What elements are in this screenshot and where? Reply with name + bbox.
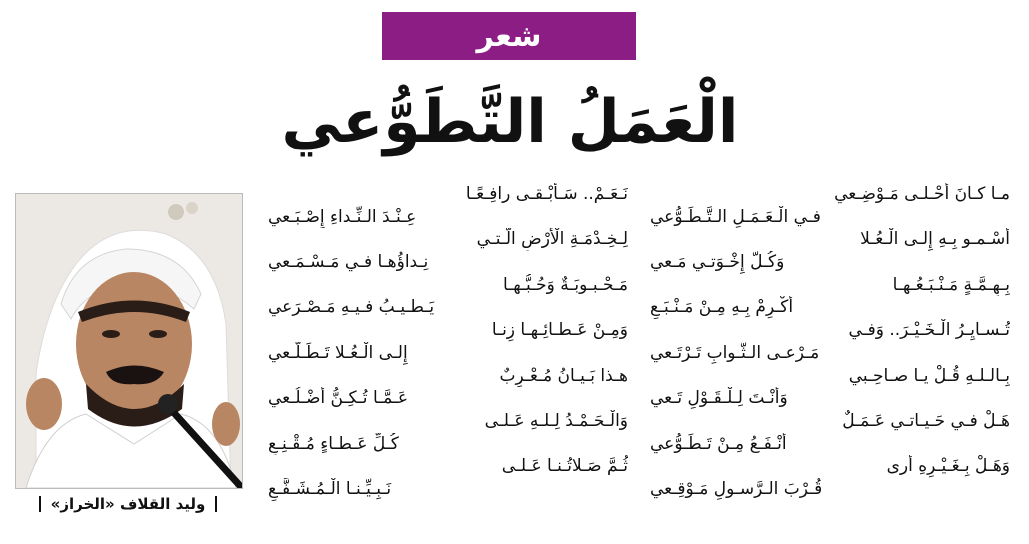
poem-line: وَكُـلُّ إِخْـوَتـي مَـعي: [650, 252, 785, 273]
poem-line: تُـسـايِـرُ الْـخَـيْـرَ.. وَفـي: [848, 320, 1010, 341]
page-title: الْعَمَلُ التَّطَوُّعي: [281, 87, 739, 157]
section-badge: [382, 12, 636, 60]
poem-line: نَـعَـمْ.. سَـأَبْـقـى رافِـعًـا: [465, 184, 628, 204]
poem-line: كُـلِّ عَـطـاءٍ مُـقْـنِـعِ: [268, 433, 399, 454]
caption-divider-left: [39, 496, 41, 512]
poem-line: مـا كـانَ أَحْـلـى مَـوْضِـعي: [834, 184, 1010, 204]
poem-line: عِـنْـدَ الـنِّـداءِ إِصْـبَـعي: [268, 206, 417, 227]
photo-caption: [15, 492, 241, 516]
poem-line: بِـالـلـهِ قُـلْ يـا صـاحِـبي: [848, 365, 1010, 386]
poem-line: ثُـمَّ صَـلاتُـنـا عَـلـى: [501, 456, 628, 477]
poem-line: وَالْـحَـمْـدُ لِـلـهِ عَـلـى: [484, 410, 628, 431]
poem-line: وَأَنْـتَ لِـلْـقَـوْلِ تَـعي: [650, 388, 788, 409]
poem-left-column: [268, 183, 628, 501]
poem-line: عَـمَّـا تُـكِـنُّ أَضْـلُـعي: [268, 388, 409, 409]
poem-line: أَنْـفَـعُ مِـنْ تَـطَـوُّعي: [650, 433, 787, 454]
poem-line: هـذا بَـيـانُ مُـعْـرِبٌ: [499, 365, 628, 386]
poem-line: قُـرْبَ الـرَّسـولِ مَـوْقِـعي: [650, 478, 823, 499]
poem-line: وَهَـلْ بِـغَـيْـرِهِ أَرى: [886, 456, 1010, 477]
poem-line: نَـبِـيِّـنـا الْـمُـشَـفَّـعِ: [268, 478, 392, 499]
poem-line: لِـخِـدْمَـةِ الْأَرْضِ الَّـتـي: [476, 229, 628, 250]
poem-line: مَـحْـبـوبَـةٌ وَحُـبُّـهـا: [503, 274, 628, 295]
poem-line: أَكْـرِمْ بِـهِ مِـنْ مَـنْـبَـعِ: [650, 297, 794, 318]
poem-right-column: [650, 183, 1010, 501]
poem-line: هَـلْ فـي حَـيـاتـي عَـمَـلٌ: [842, 410, 1010, 431]
poem-line: وَمِـنْ عَـطـائِـهـا زِنـا: [491, 320, 628, 341]
author-portrait-illustration: [16, 194, 242, 488]
poem-line: فـي الْـعَـمَـلِ الـتَّـطَـوُّعي: [650, 206, 821, 227]
section-label: شعر: [476, 18, 542, 54]
poem-line: إِلـى الْـعُـلا تَـطَـلُّـعي: [268, 342, 408, 363]
caption-text: وليد القلاف «الخراز»: [50, 495, 206, 513]
poem-line: أَسْـمـو بِـهِ إِلـى الْـعُـلا: [860, 229, 1010, 250]
poem-line: بِـهِـمَّـةٍ مَـنْـبَـعُـهـا: [892, 274, 1010, 295]
caption-divider-right: [215, 496, 217, 512]
author-photo: [15, 193, 243, 489]
poem-line: نِـداؤُهـا فـي مَـسْـمَـعي: [268, 252, 429, 273]
poem-line: يَـطـيـبُ فـيـهِ مَـصْـرَعي: [268, 297, 435, 318]
poem-line: مَـرْعـى الـثَّـوابِ تَـرْتَـعي: [650, 342, 820, 363]
